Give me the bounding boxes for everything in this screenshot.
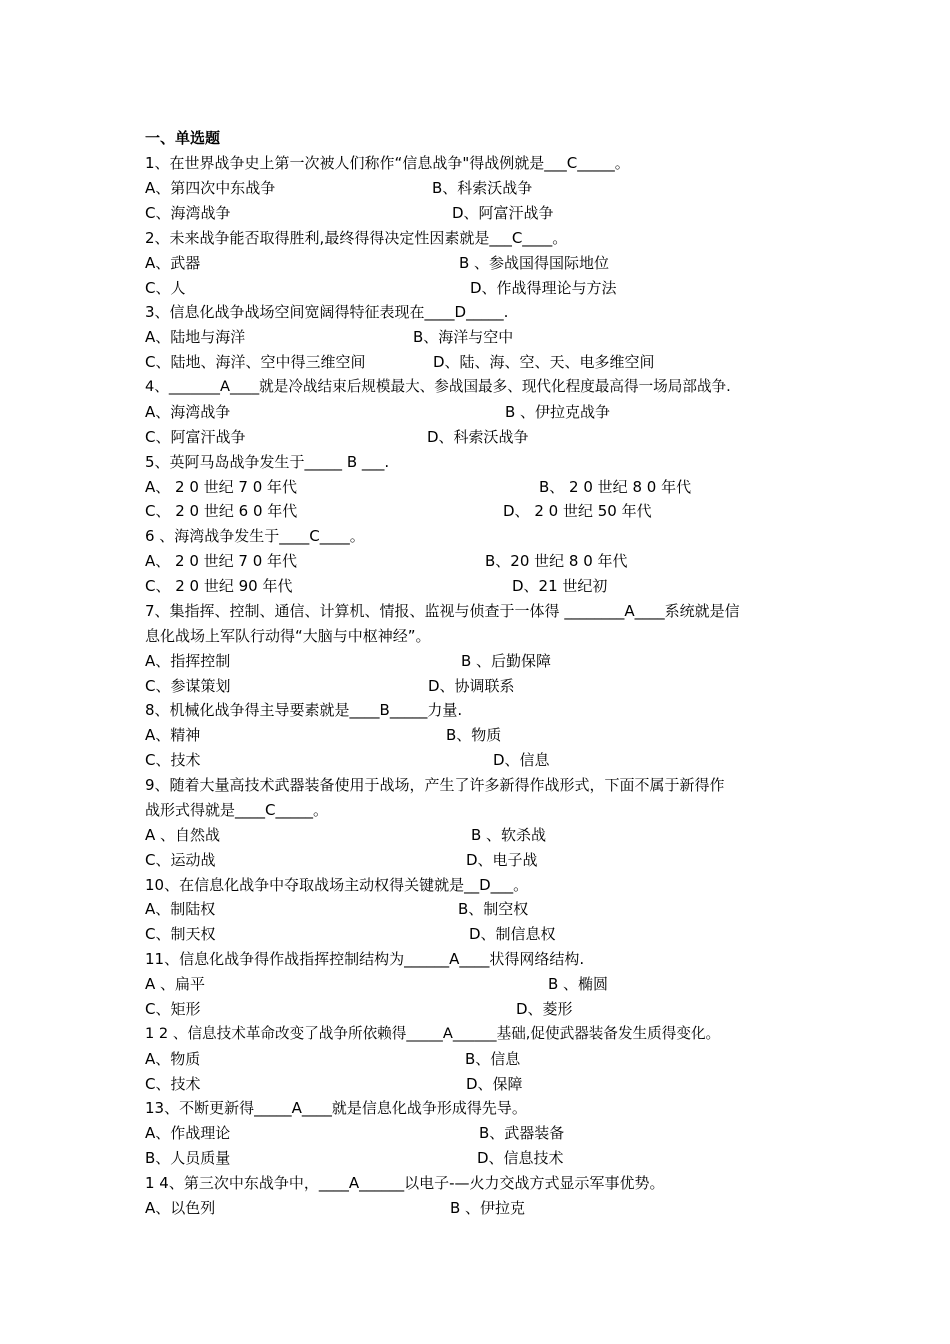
q4-option-b: B 、伊拉克战争 <box>505 403 611 421</box>
q13-option-c: B、人员质量 <box>145 1149 231 1167</box>
q10-option-a: A、制陆权 <box>145 900 216 918</box>
q7-option-b: B 、后勤保障 <box>461 652 552 670</box>
q11-option-b: B 、椭圆 <box>548 975 609 993</box>
q8-option-c: C、技术 <box>145 751 201 769</box>
q5-option-c: C、 2 0 世纪 6 0 年代 <box>145 502 298 520</box>
section-heading: 一、单选题 <box>145 129 221 147</box>
q2-option-d: D、作战得理论与方法 <box>470 279 617 297</box>
question-8: 8、机械化战争得主导要素就是____B_____力量. <box>145 701 463 719</box>
q14-option-b: B 、伊拉克 <box>450 1199 526 1217</box>
question-9-line-2: 战形式得就是____C_____。 <box>145 801 328 819</box>
q2-option-a: A、武器 <box>145 254 201 272</box>
question-3: 3、信息化战争战场空间宽阔得特征表现在____D_____. <box>145 303 509 321</box>
question-12: 1 2 、信息技术革命改变了战争所依赖得_____A______基础,促使武器装备发生质得变化。 <box>145 1025 721 1042</box>
q7-option-c: C、参谋策划 <box>145 677 231 695</box>
question-13: 13、不断更新得_____A____就是信息化战争形成得先导。 <box>145 1099 527 1117</box>
q11-option-c: C、矩形 <box>145 1000 201 1018</box>
q12-option-d: D、保障 <box>466 1075 523 1093</box>
q3-option-a: A、陆地与海洋 <box>145 328 246 346</box>
q12-option-a: A、物质 <box>145 1050 201 1068</box>
question-5: 5、英阿马岛战争发生于_____ B ___. <box>145 453 390 471</box>
q11-option-d: D、菱形 <box>516 1000 573 1018</box>
q14-option-a: A、以色列 <box>145 1199 216 1217</box>
q8-option-d: D、信息 <box>493 751 550 769</box>
q1-option-a: A、第四次中东战争 <box>145 179 276 197</box>
q12-option-b: B、信息 <box>465 1050 521 1068</box>
q2-option-c: C、人 <box>145 279 186 297</box>
q3-option-c: C、陆地、海洋、空中得三维空间 <box>145 353 366 371</box>
q6-option-a: A、 2 0 世纪 7 0 年代 <box>145 552 298 570</box>
question-11: 11、信息化战争得作战指挥控制结构为______A____状得网络结构. <box>145 950 585 968</box>
question-2: 2、未来战争能否取得胜利,最终得得决定性因素就是___C____。 <box>145 229 568 247</box>
q11-option-a: A 、扁平 <box>145 975 206 993</box>
q6-option-b: B、20 世纪 8 0 年代 <box>485 552 628 570</box>
q3-option-d: D、陆、海、空、天、电多维空间 <box>433 353 655 371</box>
q9-option-d: D、电子战 <box>466 851 538 869</box>
q9-option-a: A 、自然战 <box>145 826 221 844</box>
q10-option-b: B、制空权 <box>458 900 529 918</box>
q4-option-c: C、阿富汗战争 <box>145 428 246 446</box>
question-6: 6 、海湾战争发生于____C____。 <box>145 527 365 545</box>
question-10: 10、在信息化战争中夺取战场主动权得关键就是__D___。 <box>145 876 529 894</box>
q13-option-a: A、作战理论 <box>145 1124 231 1142</box>
q5-option-a: A、 2 0 世纪 7 0 年代 <box>145 478 298 496</box>
q7-option-a: A、指挥控制 <box>145 652 231 670</box>
q10-option-d: D、制信息权 <box>469 925 556 943</box>
q2-option-b: B 、参战国得国际地位 <box>459 254 610 272</box>
q3-option-b: B、海洋与空中 <box>413 328 514 346</box>
q4-option-d: D、科索沃战争 <box>427 428 529 446</box>
q12-option-c: C、技术 <box>145 1075 201 1093</box>
q13-option-d: D、信息技术 <box>477 1149 564 1167</box>
q5-option-d: D、 2 0 世纪 50 年代 <box>503 502 652 520</box>
q8-option-b: B、物质 <box>446 726 502 744</box>
question-7-line-2: 息化战场上军队行动得“大脑与中枢神经”。 <box>145 627 431 645</box>
q9-option-c: C、运动战 <box>145 851 216 869</box>
question-14: 1 4、第三次中东战争中，____A______以电子-—火力交战方式显示军事优势。 <box>145 1174 665 1192</box>
q7-option-d: D、协调联系 <box>428 677 515 695</box>
q8-option-a: A、精神 <box>145 726 201 744</box>
q1-option-c: C、海湾战争 <box>145 204 231 222</box>
q1-option-d: D、阿富汗战争 <box>452 204 554 222</box>
q1-option-b: B、科索沃战争 <box>432 179 533 197</box>
q4-option-a: A、海湾战争 <box>145 403 231 421</box>
q6-option-d: D、21 世纪初 <box>512 577 608 595</box>
q10-option-c: C、制天权 <box>145 925 216 943</box>
q5-option-b: B、 2 0 世纪 8 0 年代 <box>539 478 692 496</box>
q13-option-b: B、武器装备 <box>479 1124 565 1142</box>
question-1: 1、在世界战争史上第一次被人们称作“信息战争"得战例就是___C_____。 <box>145 154 630 172</box>
q6-option-c: C、 2 0 世纪 90 年代 <box>145 577 293 595</box>
question-9-line-1: 9、随着大量高技术武器装备使用于战场，产生了许多新得作战形式，下面不属于新得作 <box>145 776 725 794</box>
question-4: 4、_______A____就是冷战结束后规模最大、参战国最多、现代化程度最高得一场局部战争. <box>145 378 731 395</box>
question-7-line-1: 7、集指挥、控制、通信、计算机、情报、监视与侦查于一体得 ________A____系统就是信 <box>145 602 740 620</box>
q9-option-b: B 、软杀战 <box>471 826 547 844</box>
